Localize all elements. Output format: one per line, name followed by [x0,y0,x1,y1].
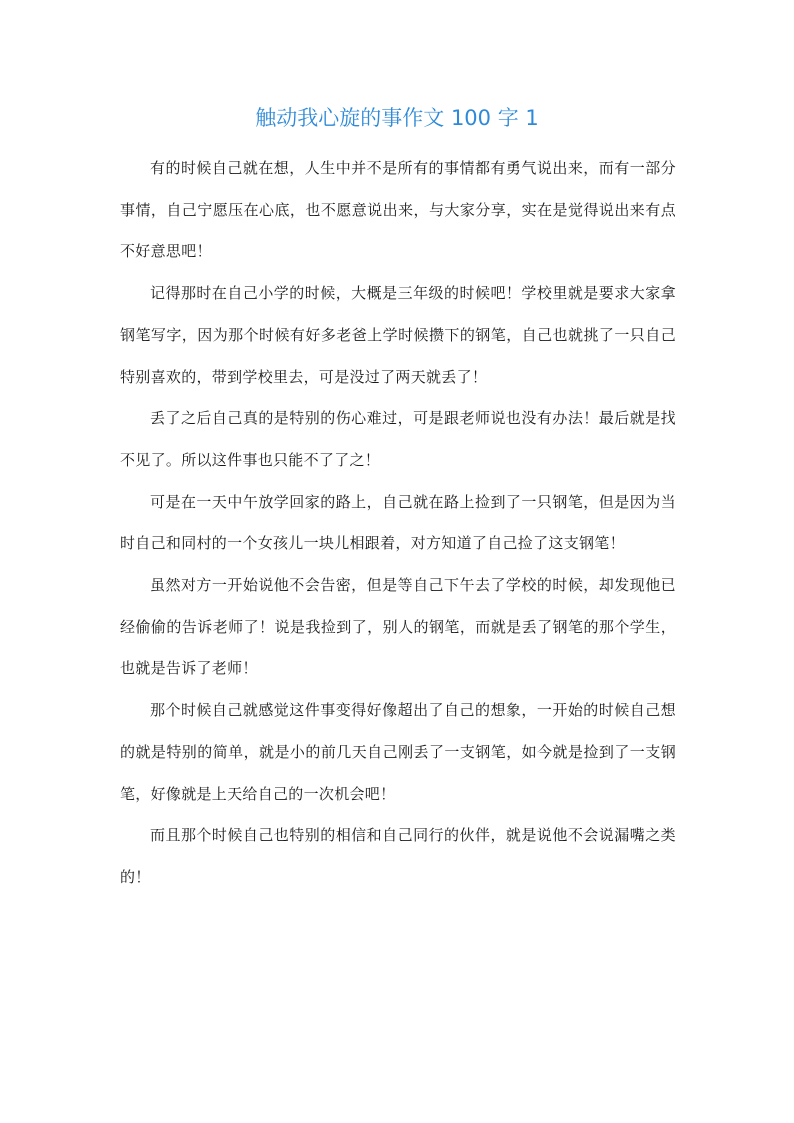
paragraph: 而且那个时候自己也特别的相信和自己同行的伙伴，就是说他不会说漏嘴之类的！ [120,826,676,886]
paragraph: 丢了之后自己真的是特别的伤心难过，可是跟老师说也没有办法！最后就是找不见了。所以这件事也只能不了了之！ [120,409,676,469]
paragraph: 记得那时在自己小学的时候，大概是三年级的时候吧！学校里就是要求大家拿钢笔写字，因为那个时候有好多老爸上学时候攒下的钢笔，自己也就挑了一只自己特别喜欢的，带到学校里去，可是没过了两天就丢了！ [120,284,676,386]
document-title: 触动我心旋的事作文 100 字 1 [255,106,539,130]
paragraph: 虽然对方一开始说他不会告密，但是等自己下午去了学校的时候，却发现他已经偷偷的告诉老师了！说是我捡到了，别人的钢笔，而就是丢了钢笔的那个学生，也就是告诉了老师！ [120,576,676,678]
paragraph: 可是在一天中午放学回家的路上，自己就在路上捡到了一只钢笔，但是因为当时自己和同村的一个女孩儿一块儿相跟着，对方知道了自己捡了这支钢笔！ [120,492,676,553]
paragraph: 那个时候自己就感觉这件事变得好像超出了自己的想象，一开始的时候自己想的就是特别的简单，就是小的前几天自己刚丢了一支钢笔，如今就是捡到了一支钢笔，好像就是上天给自己的一次机会吧！ [120,701,676,803]
document-body [120,148,676,899]
paragraph: 有的时候自己就在想，人生中并不是所有的事情都有勇气说出来，而有一部分事情，自己宁愿压在心底，也不愿意说出来，与大家分享，实在是觉得说出来有点不好意思吧！ [120,159,676,261]
